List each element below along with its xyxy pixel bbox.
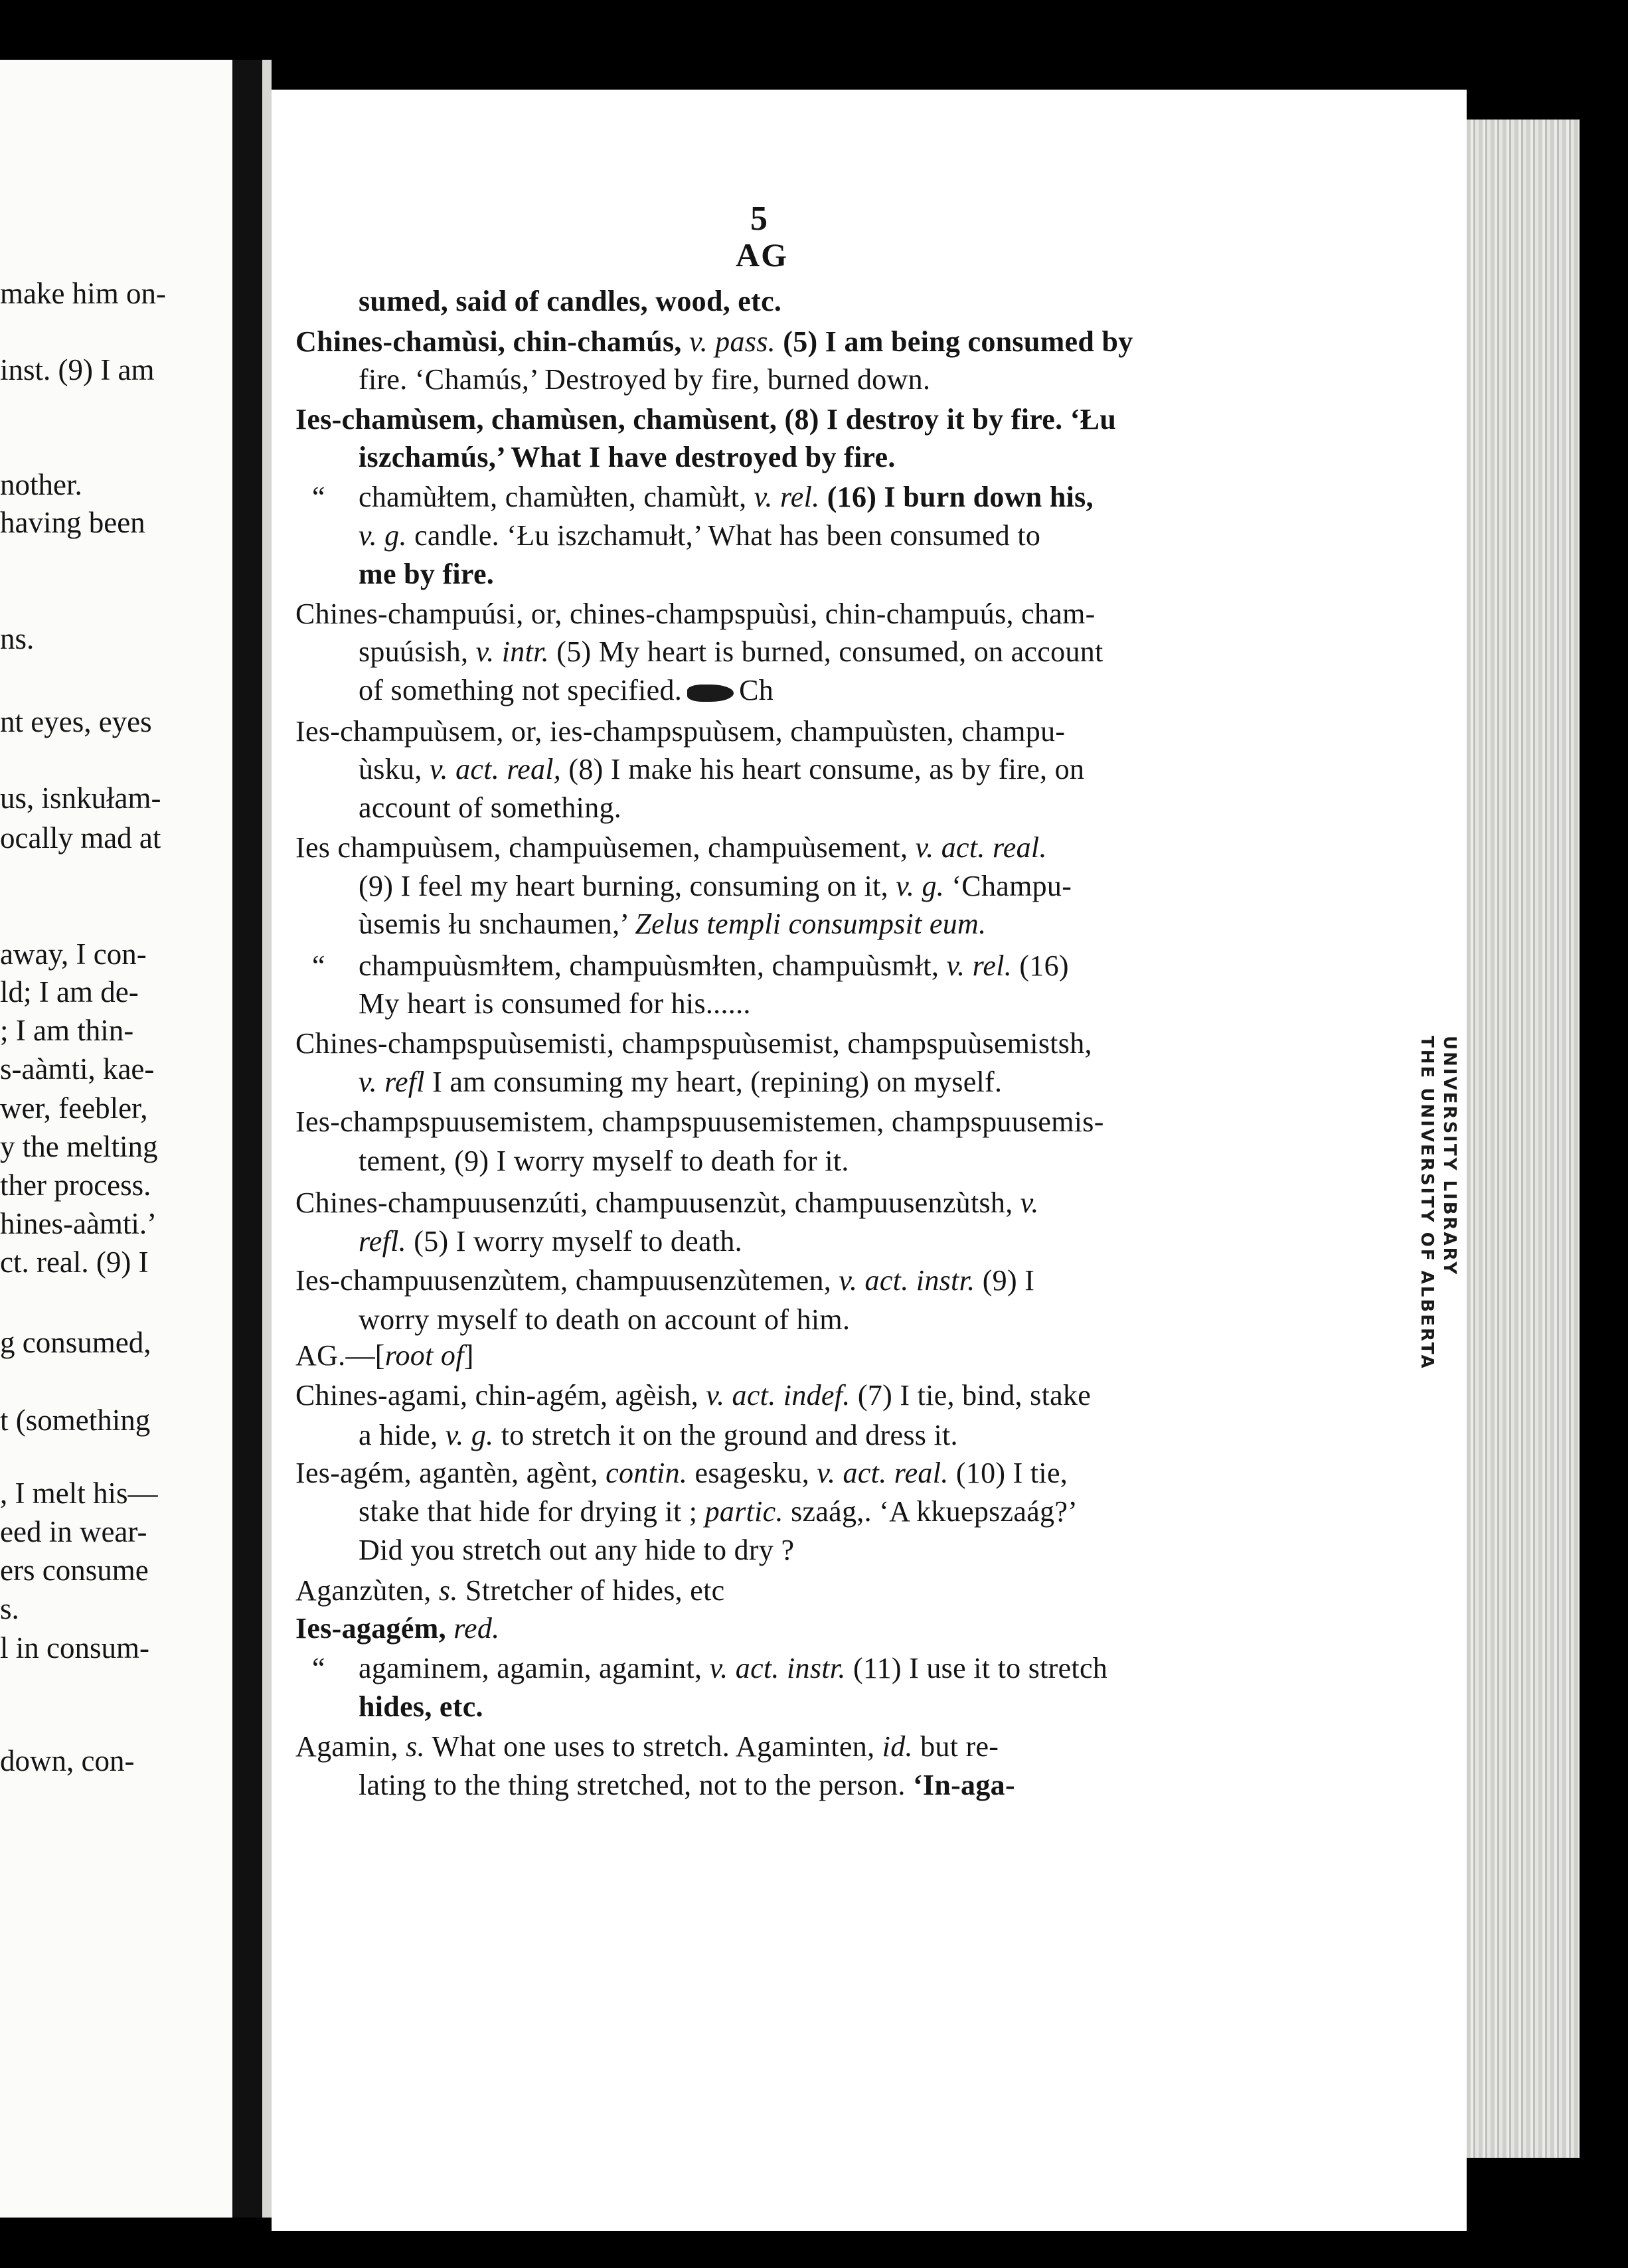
entry-text: Did you stretch out any hide to dry ?	[359, 1534, 795, 1566]
page-edge	[1467, 120, 1580, 2158]
entry-text: v.	[1020, 1186, 1039, 1219]
entry-text: hides, etc.	[359, 1690, 483, 1723]
left-page-line: inst. (9) I am	[0, 353, 155, 386]
entry-text: partic.	[704, 1495, 783, 1528]
entry-text: Stretcher of hides, etc	[457, 1574, 725, 1607]
left-page-line: nother.	[0, 468, 82, 501]
left-page-line: s-aàmti, kae-	[0, 1052, 155, 1086]
entry-line	[359, 560, 494, 589]
left-page	[0, 60, 232, 2218]
entry-line	[295, 1107, 1104, 1137]
entry-line	[295, 405, 1116, 434]
entry-text: v. rel.	[754, 481, 820, 513]
entry-text: v. act. real.	[915, 831, 1047, 864]
entry-text: v. rel.	[946, 949, 1013, 982]
gutter-strip	[262, 60, 272, 2218]
left-page-line: eed in wear-	[0, 1515, 147, 1548]
entry-text: I am consuming my heart, (repining) on myself.	[424, 1066, 1003, 1098]
entry-text: v. g.	[359, 519, 407, 552]
entry-line	[295, 1029, 1092, 1058]
entry-text: champuùsmłtem, champuùsmłten, champuùsmłt,	[359, 949, 947, 982]
gutter-shadow	[232, 60, 262, 2218]
entry-text: (5) I worry myself to death.	[406, 1225, 742, 1257]
entry-text: v. refl	[359, 1066, 425, 1098]
entry-text: to stretch it on the ground and dress it.	[493, 1419, 958, 1451]
entry-line	[359, 483, 1094, 512]
entry-line	[359, 1147, 849, 1176]
entry-line	[359, 1497, 1078, 1526]
entry-text: Chines-agami, chin-agém, agèish,	[295, 1379, 706, 1412]
entry-text: fire. ‘Chamús,’ Destroyed by fire, burned down.	[359, 363, 931, 396]
left-page-line: y the melting	[0, 1130, 158, 1163]
entry-text: Ies-champspuusemistem, champspuusemistemen, champspuusemis-	[295, 1105, 1104, 1138]
left-page-line: down, con-	[0, 1744, 135, 1777]
entry-text: a hide,	[359, 1419, 446, 1451]
entry-line	[295, 1266, 1034, 1295]
entry-text: contin.	[606, 1457, 688, 1489]
entry-text: ‘In-aga-	[912, 1769, 1015, 1801]
entry-text: refl.	[359, 1225, 406, 1257]
entry-line	[359, 910, 986, 939]
library-stamp-line-2: THE UNIVERSITY OF ALBERTA	[1417, 1036, 1437, 1370]
entry-text: Ies-agagém,	[295, 1612, 454, 1645]
entry-text: v. act. real,	[429, 753, 562, 785]
left-page-line: ns.	[0, 622, 35, 655]
entry-text: (7) I tie, bind, stake	[850, 1379, 1092, 1412]
entry-line	[359, 1068, 1002, 1097]
entry-text: (16) I burn down his,	[819, 481, 1094, 513]
entry-line	[295, 1576, 724, 1605]
left-page-line: ; I am thin-	[0, 1014, 134, 1047]
entry-line	[359, 1771, 1015, 1800]
entry-line	[359, 1692, 483, 1722]
entry-line	[359, 872, 1072, 901]
entry-line	[359, 1227, 742, 1256]
left-page-line: ocally mad at	[0, 821, 161, 854]
entry-text: spuúsish,	[359, 635, 476, 668]
entry-text: worry myself to death on account of him.	[359, 1303, 851, 1336]
entry-text: account of something.	[359, 791, 622, 824]
entry-text: (9) I	[975, 1264, 1035, 1297]
entry-text: root of	[384, 1339, 464, 1372]
entry-line	[295, 600, 1096, 629]
entry-text: Agamin,	[295, 1730, 406, 1763]
entry-text: (16)	[1012, 949, 1069, 982]
entry-text: sumed, said of candles, wood, etc.	[359, 285, 782, 317]
left-page-line: ld; I am de-	[0, 975, 139, 1009]
pointing-hand-icon	[687, 685, 734, 702]
entry-line	[295, 833, 1047, 862]
entry-text: ùsku,	[359, 753, 430, 785]
entry-line	[359, 951, 1069, 981]
entry-line	[359, 676, 773, 705]
entry-line	[359, 443, 896, 472]
entry-text: Chines-champspuùsemisti, champspuùsemist, champspuùsemistsh,	[295, 1027, 1092, 1060]
entry-text: Ies-champuùsem, or, ies-champspuùsem, champuùsten, champu-	[295, 715, 1066, 748]
entry-text: agaminem, agamin, agamint,	[359, 1652, 710, 1684]
left-page-line: l in consum-	[0, 1631, 149, 1664]
left-page-line: ers consume	[0, 1554, 149, 1587]
entry-text: ]	[463, 1339, 474, 1372]
entry-line	[359, 989, 751, 1018]
entry-text: (11) I use it to stretch	[845, 1652, 1108, 1684]
entry-line	[359, 365, 930, 394]
entry-text: v. act. indef.	[706, 1379, 851, 1412]
entry-line	[295, 1459, 1068, 1488]
entry-line	[359, 755, 1084, 784]
left-page-line: ther process.	[0, 1169, 151, 1202]
left-page-line: ct. real. (9) I	[0, 1246, 149, 1279]
left-page-line: make him on-	[0, 277, 166, 310]
entry-text: (8) I make his heart consume, as by fire, on	[561, 753, 1085, 785]
entry-text: (5) I am being consumed by	[775, 325, 1133, 358]
left-page-line: wer, feebler,	[0, 1092, 148, 1125]
entry-line	[359, 637, 1103, 667]
entry-text: ùsemis łu snchaumen,’	[359, 908, 635, 940]
entry-text: Zelus templi consumpsit eum.	[635, 908, 987, 940]
entry-text: chamùłtem, chamùłten, chamùłt,	[359, 481, 754, 513]
section-heading: AG	[736, 236, 788, 274]
entry-line	[295, 1341, 474, 1370]
entry-text: but re-	[912, 1730, 999, 1763]
entry-text: Ies champuùsem, champuùsemen, champuùsement,	[295, 831, 916, 864]
entry-line	[359, 793, 621, 823]
entry-text: Aganzùten,	[295, 1574, 439, 1607]
entry-text: AG.—[	[295, 1339, 385, 1372]
entry-text: stake that hide for drying it ;	[359, 1495, 705, 1528]
entry-text: My heart is consumed for his......	[359, 987, 751, 1020]
entry-line	[295, 327, 1133, 357]
entry-text: esagesku,	[687, 1457, 817, 1489]
entry-text: v. g.	[896, 870, 945, 902]
entry-text: v. pass.	[689, 325, 775, 358]
entry-text: (5) My heart is burned, consumed, on account	[548, 635, 1103, 668]
entry-text: v. act. real.	[817, 1457, 949, 1489]
entry-text: candle. ‘Łu iszchamułt,’ What has been consumed to	[406, 519, 1041, 552]
entry-text: Ies-agém, agantèn, agènt,	[295, 1457, 606, 1489]
entry-line	[295, 1381, 1091, 1410]
entry-text: Ies-champuusenzùtem, champuusenzùtemen,	[295, 1264, 839, 1297]
entry-text: id.	[882, 1730, 913, 1763]
entry-line	[359, 1421, 958, 1450]
entry-text: ‘Champu-	[944, 870, 1072, 902]
ditto-mark: “	[312, 481, 325, 513]
entry-line	[295, 1188, 1039, 1218]
entry-text: v. intr.	[475, 635, 549, 668]
page-number: 5	[750, 200, 768, 238]
left-page-line: us, isnkułam-	[0, 781, 161, 815]
entry-line	[359, 1305, 850, 1335]
left-page-line: , I melt his—	[0, 1477, 158, 1510]
entry-text: s.	[438, 1574, 458, 1607]
ditto-mark: “	[312, 949, 325, 982]
entry-line	[359, 521, 1040, 550]
entry-line	[359, 287, 781, 316]
entry-text: s.	[406, 1730, 425, 1763]
entry-text: (9) I feel my heart burning, consuming on it,	[359, 870, 896, 902]
entry-text: Ies-chamùsem, chamùsen, chamùsent, (8) I destroy it by fire. ‘Łu	[295, 403, 1117, 436]
left-page-line: s.	[0, 1592, 19, 1625]
left-page-line: away, I con-	[0, 937, 147, 971]
entry-text: v. g.	[445, 1419, 494, 1451]
entry-text: of something not specified.	[359, 674, 683, 706]
entry-text: me by fire.	[359, 558, 495, 590]
left-page-line: nt eyes, eyes	[0, 705, 152, 738]
entry-text: Chines-champuusenzúti, champuusenzùt, champuusenzùtsh,	[295, 1186, 1020, 1219]
entry-text: Chines-champuúsi, or, chines-champspuùsi, chin-champuús, cham-	[295, 598, 1096, 630]
left-page-line: t (something	[0, 1404, 151, 1437]
entry-text: red.	[453, 1612, 500, 1645]
entry-text: iszchamús,’ What I have destroyed by fire.	[359, 441, 896, 473]
entry-text: v. act. instr.	[839, 1264, 975, 1297]
entry-line	[359, 1654, 1107, 1683]
left-page-line: hines-aàmti.’	[0, 1207, 157, 1240]
entry-text: tement, (9) I worry myself to death for it.	[359, 1145, 849, 1177]
entry-line	[295, 717, 1065, 746]
left-page-line: having been	[0, 506, 145, 539]
library-stamp-line-1: UNIVERSITY LIBRARY	[1439, 1036, 1459, 1277]
entry-line	[359, 1536, 794, 1565]
entry-line	[295, 1732, 999, 1761]
entry-line	[295, 1614, 499, 1643]
entry-text: szaág,. ‘A kkuepszaág?’	[783, 1495, 1078, 1528]
entry-text: Ch	[739, 674, 774, 706]
entry-text: Chines-chamùsi, chin-chamús,	[295, 325, 690, 358]
entry-text: lating to the thing stretched, not to the person.	[359, 1769, 913, 1801]
entry-text: (10) I tie,	[948, 1457, 1068, 1489]
left-page-line: g consumed,	[0, 1326, 151, 1359]
entry-text: What one uses to stretch. Agaminten,	[424, 1730, 882, 1763]
ditto-mark: “	[312, 1652, 325, 1684]
entry-text: v. act. instr.	[709, 1652, 846, 1684]
